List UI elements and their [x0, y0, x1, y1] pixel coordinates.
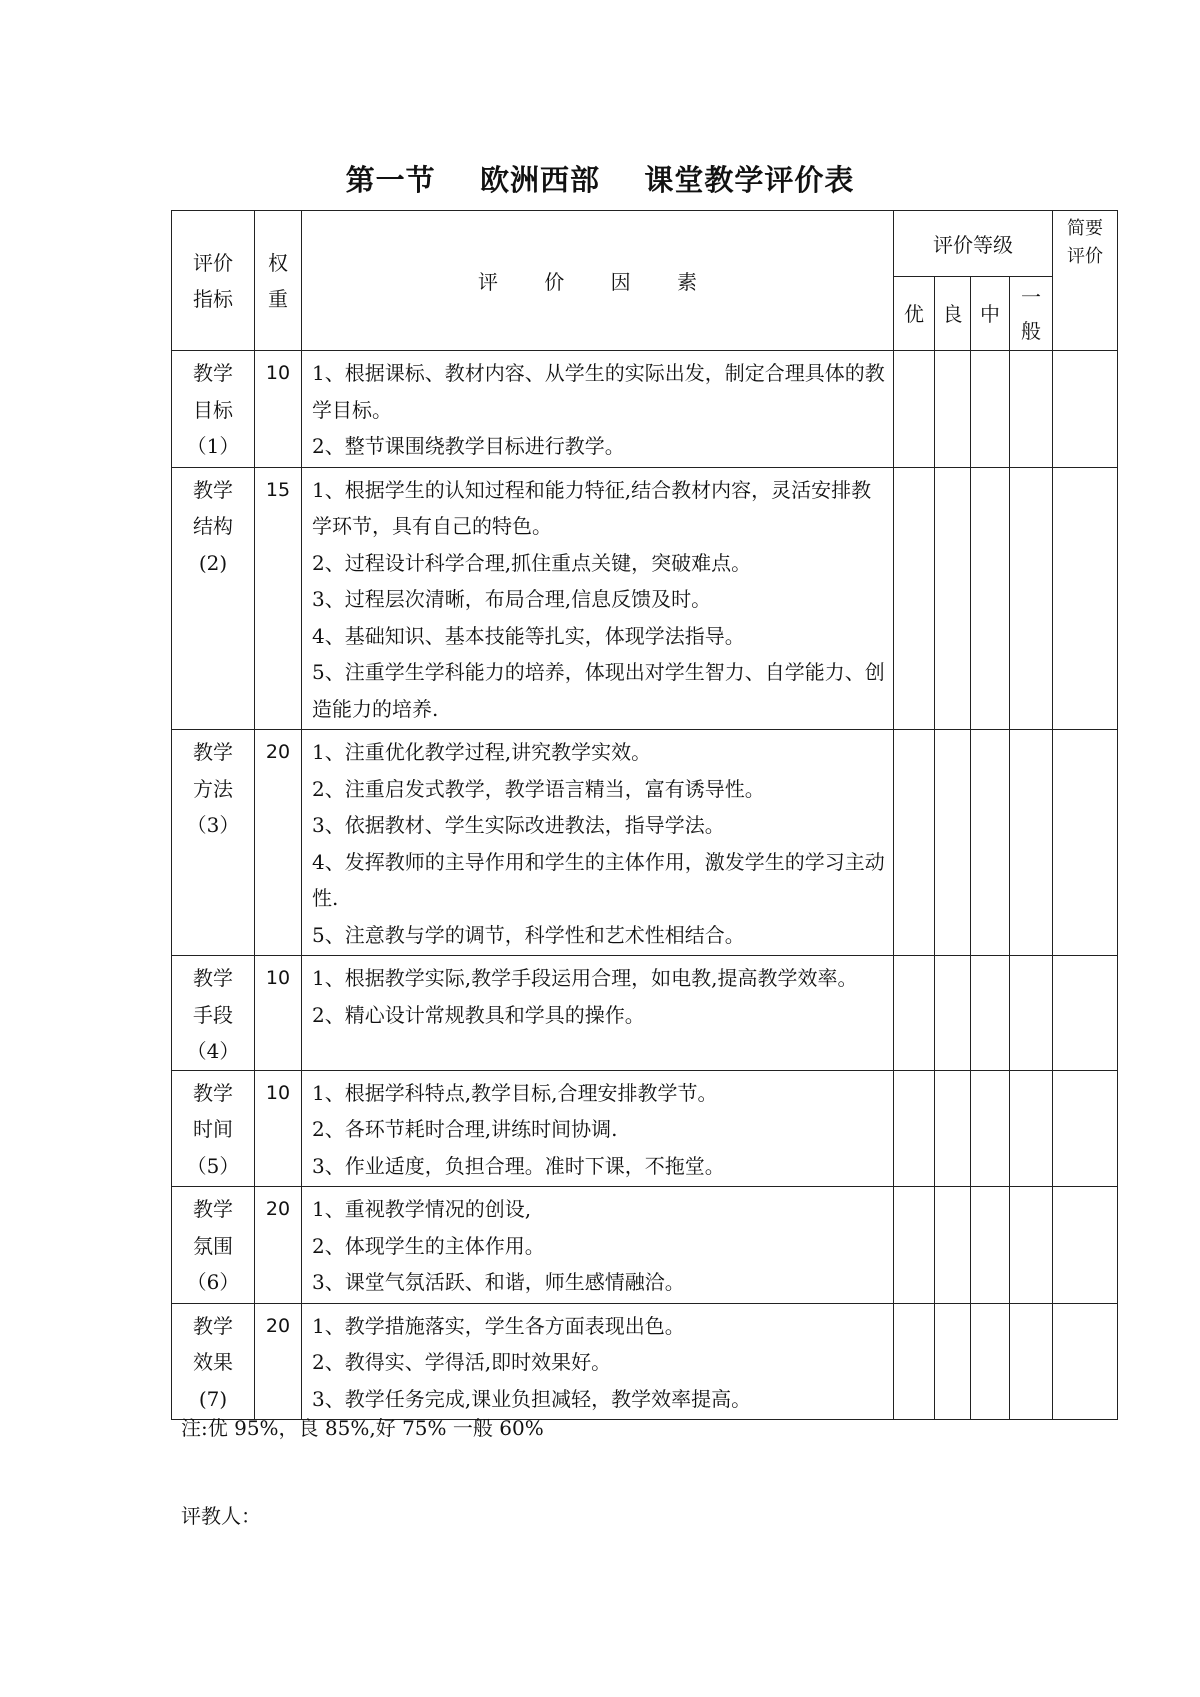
table-row — [172, 1187, 1118, 1304]
row-indicator: 教学 氛围 （6） — [172, 1187, 255, 1304]
row-indicator: 教学 目标 （1） — [172, 351, 255, 468]
table-row — [172, 351, 1118, 468]
grade-medium-cell[interactable] — [971, 730, 1010, 956]
factor-item: 1、根据学生的认知过程和能力特征,结合教材内容，灵活安排教学环节，具有自己的特色。 — [312, 477, 872, 538]
row-factors — [302, 1303, 894, 1420]
grade-excellent-cell[interactable] — [894, 351, 935, 468]
table-row — [172, 730, 1118, 956]
brief-comment-cell[interactable] — [1053, 730, 1118, 956]
grade-good-cell[interactable] — [935, 351, 971, 468]
grade-medium-cell[interactable] — [971, 1303, 1010, 1420]
factor-item: 2、教得实、学得活,即时效果好。 — [312, 1350, 612, 1374]
row-indicator: 教学 效果 (7) — [172, 1303, 255, 1420]
factor-item: 1、根据教学实际,教学手段运用合理，如电教,提高教学效率。 — [312, 966, 858, 990]
header-grade-excellent: 优 — [894, 277, 935, 351]
grade-medium-cell[interactable] — [971, 467, 1010, 730]
factor-item: 4、发挥教师的主导作用和学生的主体作用，激发学生的学习主动性. — [312, 849, 885, 910]
grade-general-cell[interactable] — [1010, 1187, 1053, 1304]
grade-excellent-cell[interactable] — [894, 956, 935, 1071]
grade-good-cell[interactable] — [935, 1187, 971, 1304]
factor-item: 3、作业适度，负担合理。准时下课，不拖堂。 — [312, 1153, 725, 1178]
row-factors — [302, 467, 894, 730]
grade-good-cell[interactable] — [935, 1070, 971, 1187]
factor-item: 1、教学措施落实，学生各方面表现出色。 — [312, 1313, 685, 1338]
factor-item: 2、过程设计科学合理,抓住重点关键，突破难点。 — [312, 550, 752, 575]
brief-comment-cell[interactable] — [1053, 1070, 1118, 1187]
factor-item: 3、教学任务完成,课业负担减轻，教学效率提高。 — [312, 1386, 752, 1411]
grade-excellent-cell[interactable] — [894, 1187, 935, 1304]
grade-general-cell[interactable] — [1010, 351, 1053, 468]
row-factors — [302, 1187, 894, 1304]
header-grade: 评价等级 — [894, 211, 1053, 277]
grade-general-cell[interactable] — [1010, 1070, 1053, 1187]
row-factors — [302, 351, 894, 468]
header-indicator: 评价 指标 — [172, 211, 255, 351]
table-row — [172, 956, 1118, 1071]
grade-excellent-cell[interactable] — [894, 1303, 935, 1420]
factor-item: 2、整节课围绕教学目标进行教学。 — [312, 434, 625, 458]
factor-item: 2、各环节耗时合理,讲练时间协调. — [312, 1117, 618, 1141]
row-weight: 10 — [255, 956, 302, 1071]
factor-item: 1、根据学科特点,教学目标,合理安排教学节。 — [312, 1080, 718, 1105]
row-indicator: 教学 方法 （3） — [172, 730, 255, 956]
factor-item: 3、过程层次清晰，布局合理,信息反馈及时。 — [312, 587, 712, 611]
row-weight: 20 — [255, 1187, 302, 1304]
factor-item: 3、课堂气氛活跃、和谐，师生感情融洽。 — [312, 1270, 685, 1294]
table-row — [172, 1070, 1118, 1187]
row-factors — [302, 956, 894, 1071]
row-weight: 20 — [255, 1303, 302, 1420]
header-grade-medium: 中 — [971, 277, 1010, 351]
grade-note: 注:优 95%，良 85%,好 75% 一般 60% — [181, 1416, 544, 1440]
grade-good-cell[interactable] — [935, 467, 971, 730]
grade-general-cell[interactable] — [1010, 467, 1053, 730]
factor-item: 1、注重优化教学过程,讲究教学实效。 — [312, 740, 652, 764]
factor-item: 5、注重学生学科能力的培养，体现出对学生智力、自学能力、创造能力的培养. — [312, 660, 885, 721]
factor-item: 5、注意教与学的调节，科学性和艺术性相结合。 — [312, 922, 745, 947]
table-row — [172, 467, 1118, 730]
grade-medium-cell[interactable] — [971, 956, 1010, 1071]
evaluation-table — [171, 210, 1118, 1420]
row-indicator: 教学 结构 (2) — [172, 467, 255, 730]
grade-medium-cell[interactable] — [971, 1187, 1010, 1304]
factor-item: 1、重视教学情况的创设, — [312, 1197, 532, 1221]
table-row — [172, 1303, 1118, 1420]
header-weight: 权 重 — [255, 211, 302, 351]
grade-excellent-cell[interactable] — [894, 1070, 935, 1187]
brief-comment-cell[interactable] — [1053, 1187, 1118, 1304]
title-name: 课堂教学评价表 — [644, 163, 855, 197]
grade-good-cell[interactable] — [935, 956, 971, 1071]
row-indicator: 教学 手段 （4） — [172, 956, 255, 1071]
header-factors: 评 价 因 素 — [302, 211, 894, 351]
grade-general-cell[interactable] — [1010, 956, 1053, 1071]
header-brief: 简要 评价 — [1053, 211, 1118, 351]
page-title — [0, 158, 1200, 199]
factor-item: 2、精心设计常规教具和学具的操作。 — [312, 1002, 645, 1027]
factor-item: 2、注重启发式教学，教学语言精当，富有诱导性。 — [312, 776, 765, 801]
brief-comment-cell[interactable] — [1053, 1303, 1118, 1420]
row-factors — [302, 1070, 894, 1187]
brief-comment-cell[interactable] — [1053, 351, 1118, 468]
brief-comment-cell[interactable] — [1053, 956, 1118, 1071]
row-weight: 20 — [255, 730, 302, 956]
grade-excellent-cell[interactable] — [894, 730, 935, 956]
factor-item: 4、基础知识、基本技能等扎实，体现学法指导。 — [312, 623, 745, 648]
header-grade-general: 一 般 — [1010, 277, 1053, 351]
grade-medium-cell[interactable] — [971, 351, 1010, 468]
row-factors — [302, 730, 894, 956]
grade-general-cell[interactable] — [1010, 1303, 1053, 1420]
grade-general-cell[interactable] — [1010, 730, 1053, 956]
brief-comment-cell[interactable] — [1053, 467, 1118, 730]
row-indicator: 教学 时间 （5） — [172, 1070, 255, 1187]
header-grade-good: 良 — [935, 277, 971, 351]
row-weight: 10 — [255, 351, 302, 468]
row-weight: 15 — [255, 467, 302, 730]
factor-item: 3、依据教材、学生实际改进教法，指导学法。 — [312, 813, 725, 837]
grade-good-cell[interactable] — [935, 1303, 971, 1420]
title-topic: 欧洲西部 — [479, 163, 600, 197]
factor-item: 1、根据课标、教材内容、从学生的实际出发，制定合理具体的教学目标。 — [312, 361, 885, 422]
grade-excellent-cell[interactable] — [894, 467, 935, 730]
title-section: 第一节 — [345, 163, 436, 197]
evaluator-label: 评教人： — [181, 1504, 261, 1528]
grade-medium-cell[interactable] — [971, 1070, 1010, 1187]
factor-item: 2、体现学生的主体作用。 — [312, 1233, 545, 1258]
row-weight: 10 — [255, 1070, 302, 1187]
grade-good-cell[interactable] — [935, 730, 971, 956]
